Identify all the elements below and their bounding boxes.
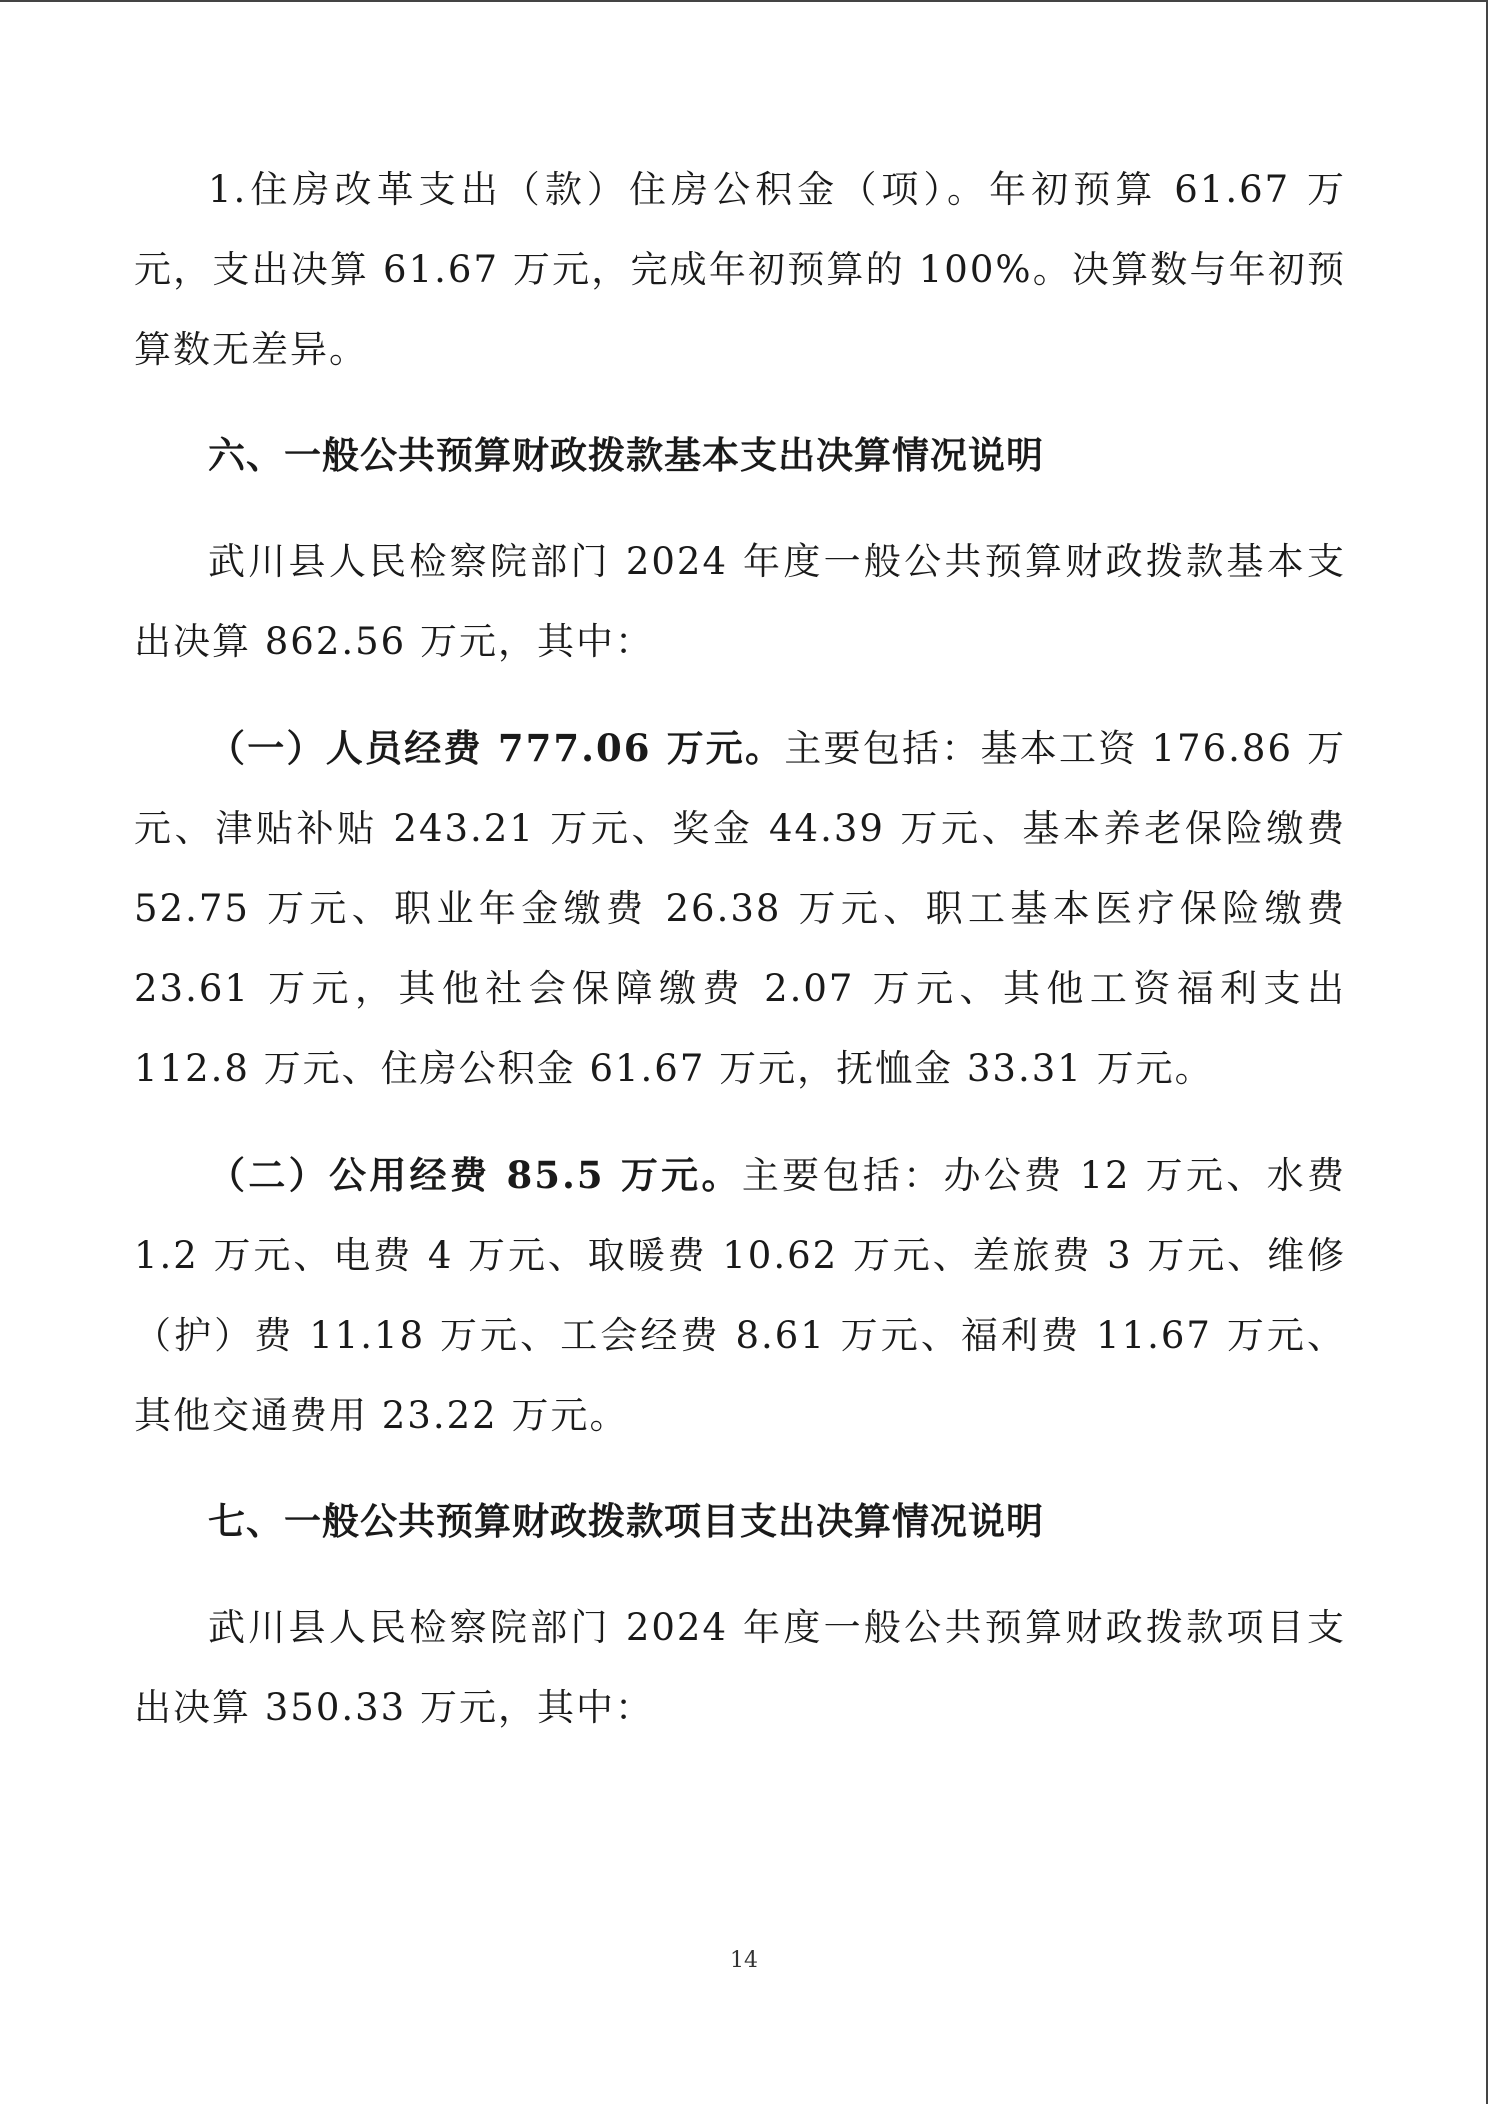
public-expenses-lead: （二）公用经费 85.5 万元。 bbox=[208, 1153, 742, 1197]
paragraph-housing-reform: 1.住房改革支出（款）住房公积金（项）。年初预算 61.67 万元，支出决算 61.67 万元，完成年初预算的 100%。决算数与年初预算数无差异。 bbox=[134, 168, 1346, 371]
page-number: 14 bbox=[730, 1948, 758, 1973]
paragraph-personnel-expenses bbox=[134, 708, 1346, 1109]
paragraph-public-expenses bbox=[134, 1135, 1346, 1456]
paragraph-project-expenditure-total: 武川县人民检察院部门 2024 年度一般公共预算财政拨款项目支出决算 350.33 万元，其中： bbox=[134, 1606, 1346, 1729]
section-heading-project-expenditure: 七、一般公共预算财政拨款项目支出决算情况说明 bbox=[208, 1500, 1044, 1543]
personnel-expenses-lead: （一）人员经费 777.06 万元。 bbox=[208, 726, 785, 770]
section-heading-basic-expenditure: 六、一般公共预算财政拨款基本支出决算情况说明 bbox=[208, 434, 1044, 477]
public-expenses-body: 主要包括：办公费 12 万元、水费 1.2 万元、电费 4 万元、取暖费 10.62 万元、差旅费 3 万元、维修（护）费 11.18 万元、工会经费 8.61 万元、福利费 11.67 万元、其他交通费用 23.22 万元。 bbox=[134, 1154, 1346, 1437]
personnel-expenses-body: 主要包括：基本工资 176.86 万元、津贴补贴 243.21 万元、奖金 44.39 万元、基本养老保险缴费 52.75 万元、职业年金缴费 26.38 万元、职工基本医疗保险缴费 23.61 万元，其他社会保障缴费 2.07 万元、其他工资福利支出 112.8 万元、住房公积金 61.67 万元，抚恤金 33.31 万元。 bbox=[134, 727, 1346, 1090]
document-body bbox=[134, 150, 1346, 1748]
paragraph-basic-expenditure-total: 武川县人民检察院部门 2024 年度一般公共预算财政拨款基本支出决算 862.56 万元，其中： bbox=[134, 540, 1346, 663]
